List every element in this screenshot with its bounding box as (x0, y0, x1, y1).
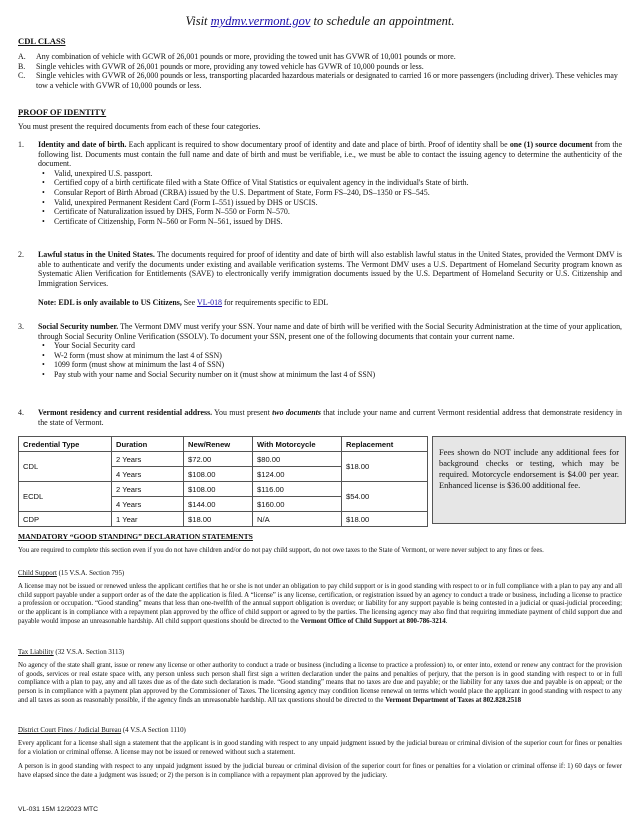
identity-item-3: 3. Social Security number. The Vermont DMV must verify your SSN. Your name and date of birth will be verified with the Social Security Administration at the time of your application, through Social Security Online Verification (SSOLV). To document your SSN, present one of the following documents that contain your current name. • Your Social Security card • W-2 form (must show at minimum the last 4 of SSN) • 1099 form (must show at minimum the last 4 of SSN) • Pay stub with your name and Social Security number on it (must show at minimum the last 4 of SSN) (38, 322, 622, 380)
dmv-website-link[interactable]: mydmv.vermont.gov (210, 14, 311, 28)
good-standing-heading: MANDATORY “GOOD STANDING” DECLARATION STATEMENTS (18, 532, 253, 541)
list-item: • Consular Report of Birth Abroad (CRBA) issued by the U.S. Department of State, Form FS–240, DS–1350 or FS–545. (38, 188, 622, 198)
identity-intro: You must present the required documents from each of these four categories. (18, 122, 261, 131)
table-row: 4 Years $108.00 $124.00 (19, 467, 428, 482)
list-item: • Pay stub with your name and Social Security number on it (must show at minimum the last 4 of SSN) (38, 370, 622, 380)
table-header-row (19, 437, 428, 452)
visit-suffix-text: to schedule an appointment. (310, 14, 455, 28)
col-header: Replacement (342, 437, 428, 452)
col-header: New/Renew (184, 437, 253, 452)
tax-text: No agency of the state shall grant, issue or renew any license or other authority to conduct a trade or business (including a license to practice a profession) to, or enter into, extend or renew any contract for the provision of goods, services or real estate space with, any person unless such person shall first sign a written declaration under the pains and penalties of perjury, that the person is in good standing with respect to or in full compliance with a plan to pay, any and all taxes due as of the date such declaration is made. “Good standing” means that no taxes are due and payable; or the liability for any taxes due and payable is on appeal; or the person is in compliance with a payment plan approved by the Commissioner of Taxes. The licensing agency may condition license renewal on terms which would place the applicant in good standing with respect to any and all taxes as soon as reasonably possible, if the agency finds an unreasonable hardship. All tax questions should be directed to the Vermont Department of Taxes at 802.828.2518 (18, 662, 622, 704)
list-item: • Your Social Security card (38, 341, 622, 351)
col-header: Duration (112, 437, 184, 452)
cdl-class-heading: CDL CLASS (18, 36, 66, 46)
cdl-class-item: C. Single vehicles with GVWR of 26,000 pounds or less, transporting placarded hazardous materials or designated to carried 16 or more passengers (including driver). These vehicles may tow a vehicle with GVWR of 10,000 pounds or less. (18, 71, 618, 90)
col-header: With Motorcycle (253, 437, 342, 452)
good-standing-intro: You are required to complete this section even if you do not have children and/or do not pay child support, do not owe taxes to the State of Vermont, or were never subject to any fines or fees. (18, 547, 544, 554)
cdl-class-item: A. Any combination of vehicle with GCWR of 26,001 pounds or more, providing the towed unit has GVWR of 10,001 pounds or more. (18, 52, 456, 61)
list-item: • Certificate of Naturalization issued by DHS, Form N–550 or Form N–570. (38, 207, 622, 217)
cdl-class-item: B. Single vehicles with GVWR of 26,001 pounds or more, providing any towed vehicle has GVWR of 10,000 pounds or less. (18, 61, 424, 71)
identity-heading: PROOF OF IDENTITY (18, 107, 107, 117)
court-text-1: Every applicant for a license shall sign a statement that the applicant is in good standing with respect to any unpaid judgment issued by the judicial bureau or criminal division of the superior court for fines or penalties for a violation or criminal offense. A license may not be issued or renewed without such a statement. (18, 740, 622, 756)
court-heading-line: District Court Fines / Judicial Bureau (4 V.S.A Section 1110) (18, 727, 186, 734)
list-item: • 1099 form (must show at minimum the last 4 of SSN) (38, 360, 622, 370)
table-row: 4 Years $144.00 $160.00 (19, 497, 428, 512)
form-id: VL-031 15M 12/2023 MTC (18, 806, 99, 813)
list-item: • Valid, unexpired U.S. passport. (38, 169, 622, 179)
child-support-heading-line: Child Support (15 V.S.A. Section 795) (18, 570, 125, 577)
list-item: • Certificate of Citizenship, Form N–560 or Form N–561, issued by DHS. (38, 217, 622, 227)
visit-text: Visit (185, 14, 211, 28)
vl-018-link[interactable]: VL-018 (197, 298, 222, 308)
table-row: CDL 2 Years $72.00 $80.00 $18.00 (19, 452, 428, 467)
list-item: • Certified copy of a birth certificate filed with a State Office of Vital Statistics or equivalent agency in the individual's State of birth. (38, 178, 622, 188)
identity-item-2: 2. Lawful status in the United States. The documents required for proof of identity and date of birth will also establish lawful status in the United States, provided the Vermont DMV is able to authenticate and verify the documents under existing and available verification systems. The Vermont DMV uses a U.S. Department of Homeland Security program known as Systematic Alien Verification for Entitlements (SAVE) to electronically verify immigration documents issued by the U.S. Department of Homeland Security or U.S. Citizenship and Immigration Services. Note: EDL is only available to US Citizens, See VL-018 for requirements specific to EDL (18, 250, 622, 308)
list-item: • Valid, unexpired Permanent Resident Card (Form I–551) issued by DHS or USCIS. (38, 198, 622, 208)
identity-item-4: 4. Vermont residency and current residential address. You must present two documents that include your name and current Vermont residential address that demonstrate residency in the state of Vermont. (18, 408, 622, 427)
col-header: Credential Type (19, 437, 112, 452)
fees-note-box: Fees shown do NOT include any additional fees for background checks or testing, which may be required. Motorcycle endorsement is $4.00 per year. Enhanced license is $36.00 additional fee. (432, 436, 626, 524)
cdl-class-list (18, 52, 622, 90)
fees-table (18, 436, 428, 527)
child-support-text: A license may not be issued or renewed unless the applicant certifies that he or she is not under an obligation to pay child support or is in good standing with respect to or in full compliance with a plan to pay any and all child support payable under a support order as of the date the application is filed. A “license” is any license, certification, or registration issued by an agency to conduct a trade or business, including a license to practice a profession or occupation. “Good standing” means that less than one-twelfth of the annual support obligation is overdue; or liability for any support payable is being contested in a judicial or quasi-judicial proceeding; or the applicant is in compliance with a repayment plan approved by the office of child support or agreed to by the parties. The licensing agency may also find that requiring immediate payment of child support due and payable would impose an unreasonable hardship. All child support questions should be directed to the Vermont Office of Child Support at 800-786-3214. (18, 583, 622, 625)
table-row: ECDL 2 Years $108.00 $116.00 $54.00 (19, 482, 428, 497)
identity-item-1: 1. Identity and date of birth. Each applicant is required to show documentary proof of identity and date and place of birth. Proof of identity shall be one (1) source document from the following list. Documents must contain the full name and date of birth and must be verifiable, i.e., we must be able to contact the issuing agency to determine the authenticity of the document. • Valid, unexpired U.S. passport. • Certified copy of a birth certificate filed with a State Office of Vital Statistics or equivalent agency in the individual's State of birth. • Consular Report of Birth Abroad (CRBA) issued by the U.S. Department of State, Form FS–240, DS–1350 or FS–545. • Valid, unexpired Permanent Resident Card (Form I–551) issued by DHS or USCIS. • Certificate of Naturalization issued by DHS, Form N–550 or Form N–570. • Certificate of Citizenship, Form N–560 or Form N–561, issued by DHS. (38, 140, 622, 226)
appointment-banner (0, 14, 640, 29)
edl-note: Note: EDL is only available to US Citizens, See VL-018 for requirements specific to EDL (38, 298, 329, 308)
tax-heading-line: Tax Liability (32 V.S.A. Section 3113) (18, 649, 125, 656)
list-item: • W-2 form (must show at minimum the last 4 of SSN) (38, 351, 622, 361)
court-text-2: A person is in good standing with respect to any unpaid judgment issued by the judicial bureau or criminal division of the superior court for fines or penalties for a violation or criminal offense if: 1) 60 days or fewer have elapsed since the date a judgment was issued; or 2) the person is in compliance with a repayment plan approved by the judiciary. (18, 763, 622, 779)
table-row: CDP 1 Year $18.00 N/A $18.00 (19, 512, 428, 527)
